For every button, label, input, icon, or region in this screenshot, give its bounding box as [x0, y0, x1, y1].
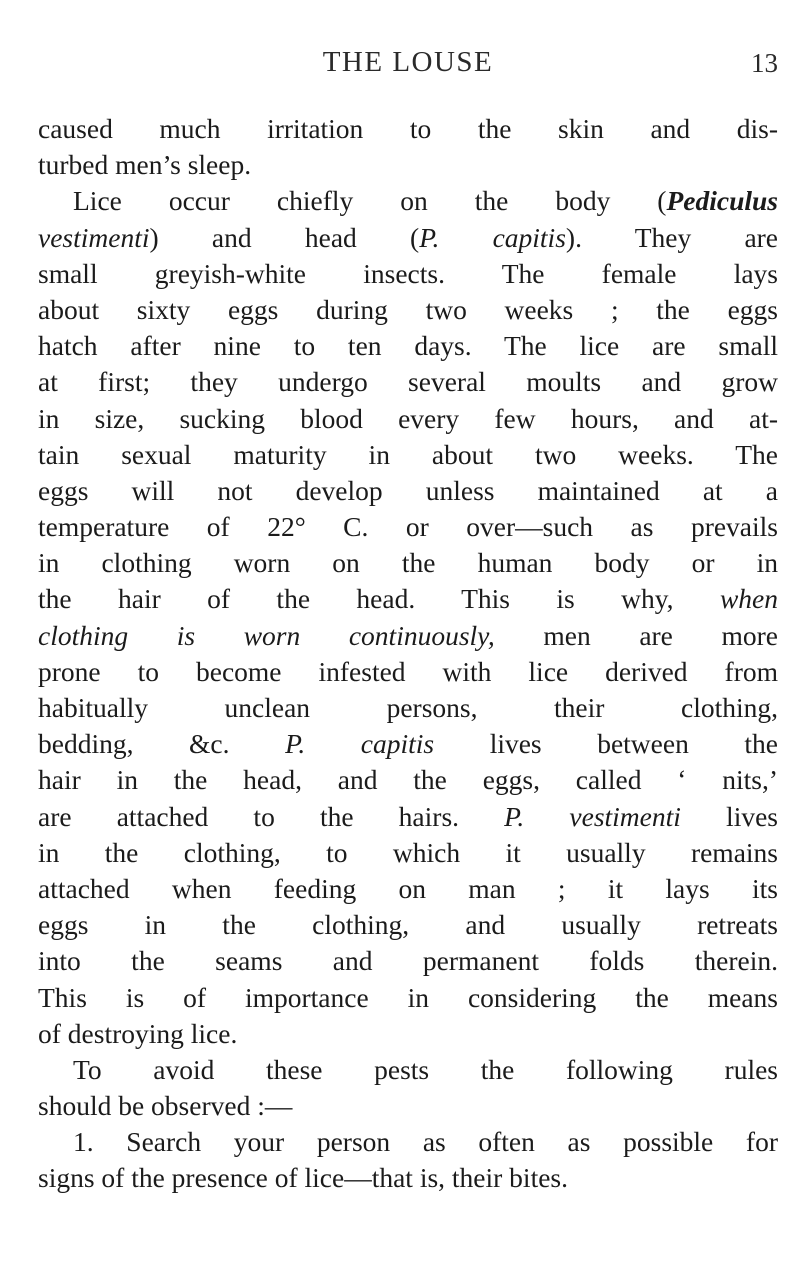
text-segment: Lice occur chiefly on the body ( [73, 185, 667, 217]
text-line [38, 183, 778, 219]
text-segment: should be observed :— [38, 1090, 293, 1122]
text-line [38, 943, 778, 979]
text-line [38, 618, 778, 654]
text-line [38, 509, 778, 545]
page-header [38, 46, 778, 86]
text-segment: lives between the [434, 728, 778, 760]
text-segment: tain sexual maturity in about two weeks. The [38, 438, 778, 470]
text-line [38, 726, 778, 762]
text-segment: of destroying lice. [38, 1017, 238, 1049]
text-line [38, 581, 778, 617]
text-line [38, 292, 778, 328]
text-line [38, 401, 778, 437]
running-head: THE LOUSE [322, 46, 494, 78]
italic-term: vestimenti [38, 221, 150, 253]
text-line [38, 473, 778, 509]
text-line [38, 654, 778, 690]
page-number: 13 [751, 48, 778, 78]
text-segment: lives [680, 800, 778, 832]
text-line [38, 1016, 778, 1052]
text-segment: about sixty eggs during two weeks ; the eggs [38, 293, 778, 325]
text-line [38, 545, 778, 581]
text-segment: hatch after nine to ten days. The lice are small [38, 330, 778, 362]
text-segment: attached when feeding on man ; it lays its [38, 872, 778, 904]
italic-term: P. vestimenti [504, 800, 681, 832]
text-line [38, 1052, 778, 1088]
italic-term: Pediculus [666, 185, 778, 217]
text-segment: To avoid these pests the following rules [73, 1053, 778, 1085]
text-segment: into the seams and permanent folds therein. [38, 945, 778, 977]
text-segment: the hair of the head. This is why, [38, 583, 720, 615]
text-segment: 1. Search your person as often as possible for [73, 1126, 778, 1158]
text-segment: eggs in the clothing, and usually retreats [38, 909, 778, 941]
italic-term: P. capitis [285, 728, 435, 760]
text-segment: habitually unclean persons, their clothing, [38, 692, 778, 723]
text-line [38, 871, 778, 907]
text-segment: hair in the head, and the eggs, called ‘ nits,’ [38, 764, 778, 796]
text-segment: prone to become infested with lice derived from [38, 655, 778, 687]
italic-term: clothing is worn continuously, [38, 619, 495, 651]
text-line [38, 1160, 778, 1196]
text-segment: bedding, &c. [38, 728, 286, 760]
text-segment: ) and head ( [149, 221, 420, 253]
italic-term: when [719, 583, 778, 615]
text-line [38, 256, 778, 292]
text-line [38, 437, 778, 473]
text-line [38, 907, 778, 943]
text-segment: in clothing worn on the human body or in [38, 547, 778, 579]
text-line [38, 328, 778, 364]
text-line [38, 835, 778, 871]
body-text [38, 111, 778, 1197]
text-segment: ). They are [565, 221, 779, 253]
text-segment: in size, sucking blood every few hours, and at- [38, 402, 778, 434]
text-line [38, 220, 778, 256]
text-segment: small greyish-white insects. The female lays [38, 257, 778, 289]
text-segment: men are more [494, 619, 779, 651]
text-line [38, 147, 778, 183]
text-segment: turbed men’s sleep. [38, 149, 252, 181]
text-line [38, 980, 778, 1016]
text-segment: eggs will not develop unless maintained at a [38, 474, 778, 506]
text-segment: signs of the presence of lice—that is, their bites. [38, 1162, 568, 1194]
text-line [38, 364, 778, 400]
text-line [38, 799, 778, 835]
text-segment: temperature of 22° C. or over—such as prevails [38, 511, 778, 543]
text-line [38, 690, 778, 726]
text-segment: This is of importance in considering the means [38, 981, 778, 1013]
text-line [38, 762, 778, 798]
text-segment: caused much irritation to the skin and dis- [38, 113, 778, 144]
text-segment: in the clothing, to which it usually remains [38, 836, 778, 868]
text-line [38, 111, 778, 147]
text-segment: at first; they undergo several moults and grow [38, 366, 778, 398]
text-line [38, 1124, 778, 1160]
text-line [38, 1088, 778, 1124]
text-segment: are attached to the hairs. [38, 800, 505, 832]
italic-term: P. capitis [419, 221, 566, 253]
